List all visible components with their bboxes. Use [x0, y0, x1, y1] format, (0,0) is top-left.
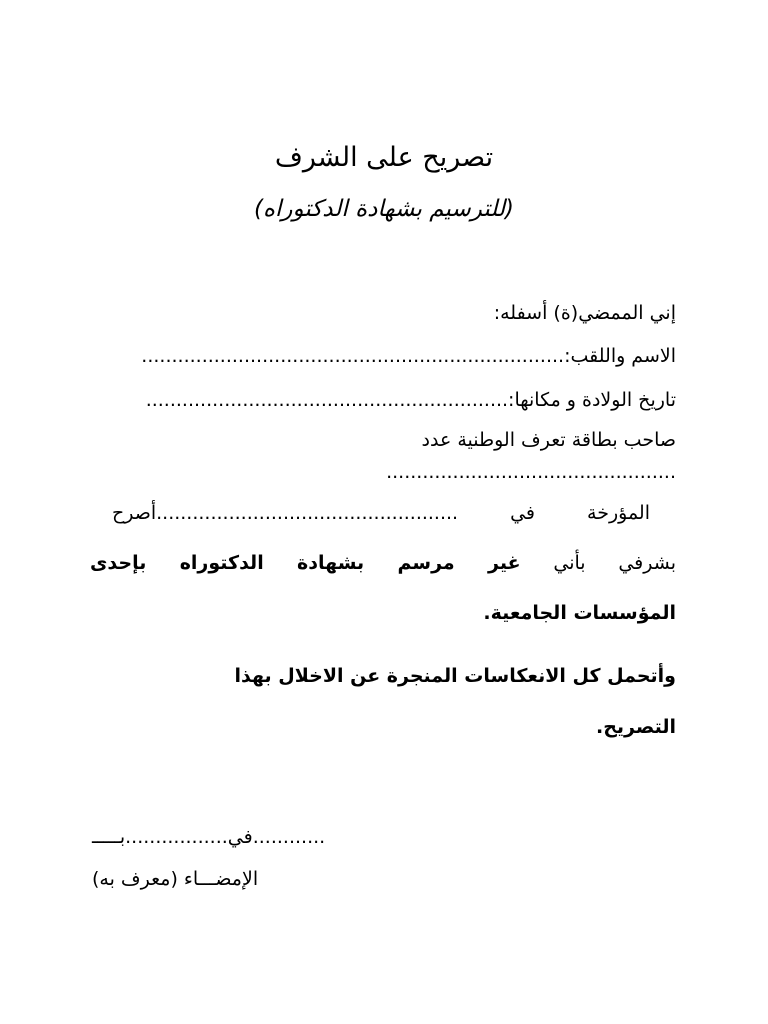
birth-field-line: تاريخ الولادة و مكانها:............................................................ [145, 389, 676, 411]
not-registered-text: غير مرسم بشهادة الدكتوراه بإحدى [90, 552, 521, 574]
responsibility-line: وأتحمل كل الانعكاسات المنجرة عن الاخلال بهذا [234, 665, 676, 687]
name-field-line: الاسم واللقب:...................................................................... [141, 345, 676, 367]
institutions-line: المؤسسات الجامعية. [483, 602, 676, 624]
signature-line: الإمضـــاء (معرف به) [92, 868, 259, 890]
dated-word: المؤرخة [587, 502, 650, 524]
document-title: تصريح على الشرف [274, 142, 494, 173]
declaration-line: التصريح. [596, 716, 676, 738]
id-card-line: صاحب بطاقة تعرف الوطنية عدد [421, 429, 676, 451]
declare-dots: ..................................................أصرح [111, 502, 459, 524]
honor-prefix: بشرفي بأني [553, 552, 676, 574]
honor-line [90, 552, 676, 574]
undersigned-line: إني الممضي(ة) أسفله: [493, 302, 676, 324]
place-date-line: في.................بـــــ............ [92, 826, 326, 848]
in-word: في [510, 502, 536, 524]
document-subtitle: (للترسيم بشهادة الدكتوراه) [254, 196, 514, 222]
dated-line [90, 502, 676, 524]
id-number-dots: ................................................ [386, 461, 676, 483]
